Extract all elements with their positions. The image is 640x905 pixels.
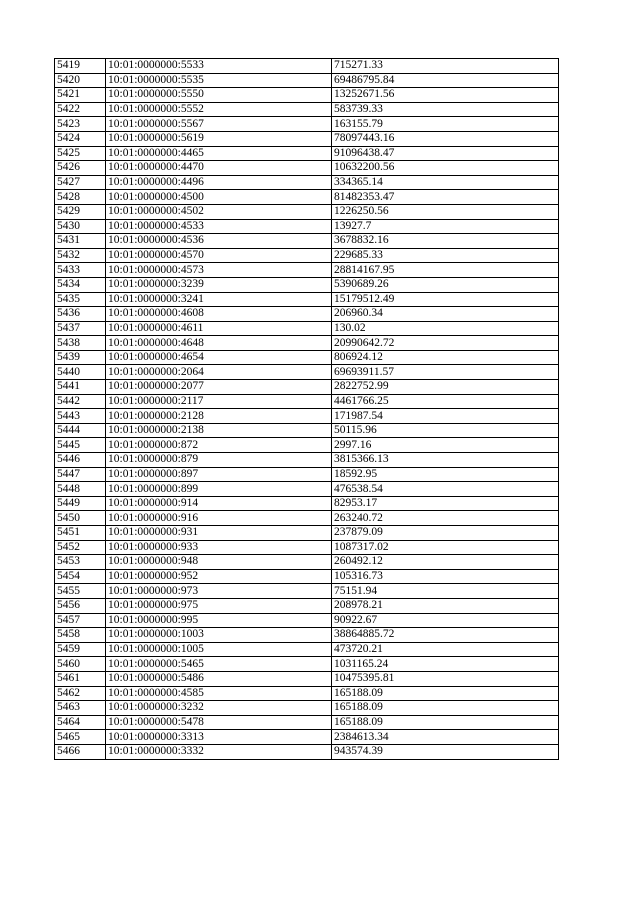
table-row xyxy=(55,234,559,249)
table-row xyxy=(55,598,559,613)
row-number-cell: 5438 xyxy=(55,336,106,351)
table-row xyxy=(55,204,559,219)
amount-cell: 583739.33 xyxy=(332,102,559,117)
row-number-cell: 5463 xyxy=(55,701,106,716)
amount-cell: 28814167.95 xyxy=(332,263,559,278)
row-number-cell: 5427 xyxy=(55,175,106,190)
row-number-cell: 5426 xyxy=(55,161,106,176)
cadastral-number-cell: 10:01:0000000:952 xyxy=(106,569,332,584)
amount-cell: 3678832.16 xyxy=(332,234,559,249)
table-row xyxy=(55,219,559,234)
table-row xyxy=(55,628,559,643)
row-number-cell: 5437 xyxy=(55,321,106,336)
cadastral-number-cell: 10:01:0000000:872 xyxy=(106,438,332,453)
row-number-cell: 5441 xyxy=(55,380,106,395)
amount-cell: 263240.72 xyxy=(332,511,559,526)
amount-cell: 105316.73 xyxy=(332,569,559,584)
amount-cell: 1087317.02 xyxy=(332,540,559,555)
amount-cell: 18592.95 xyxy=(332,467,559,482)
cadastral-number-cell: 10:01:0000000:2117 xyxy=(106,394,332,409)
row-number-cell: 5424 xyxy=(55,131,106,146)
amount-cell: 260492.12 xyxy=(332,555,559,570)
amount-cell: 130.02 xyxy=(332,321,559,336)
row-number-cell: 5422 xyxy=(55,102,106,117)
table-row xyxy=(55,102,559,117)
amount-cell: 15179512.49 xyxy=(332,292,559,307)
cadastral-number-cell: 10:01:0000000:1003 xyxy=(106,628,332,643)
cadastral-number-cell: 10:01:0000000:916 xyxy=(106,511,332,526)
table-row xyxy=(55,336,559,351)
cadastral-number-cell: 10:01:0000000:5567 xyxy=(106,117,332,132)
row-number-cell: 5430 xyxy=(55,219,106,234)
table-row xyxy=(55,730,559,745)
amount-cell: 13252671.56 xyxy=(332,88,559,103)
row-number-cell: 5434 xyxy=(55,277,106,292)
cadastral-number-cell: 10:01:0000000:4608 xyxy=(106,307,332,322)
cadastral-number-cell: 10:01:0000000:899 xyxy=(106,482,332,497)
amount-cell: 10475395.81 xyxy=(332,671,559,686)
cadastral-number-cell: 10:01:0000000:4611 xyxy=(106,321,332,336)
row-number-cell: 5444 xyxy=(55,423,106,438)
cadastral-number-cell: 10:01:0000000:931 xyxy=(106,526,332,541)
table-row xyxy=(55,555,559,570)
cadastral-number-cell: 10:01:0000000:4496 xyxy=(106,175,332,190)
amount-cell: 81482353.47 xyxy=(332,190,559,205)
amount-cell: 90922.67 xyxy=(332,613,559,628)
amount-cell: 171987.54 xyxy=(332,409,559,424)
table-row xyxy=(55,744,559,759)
row-number-cell: 5455 xyxy=(55,584,106,599)
table-row xyxy=(55,686,559,701)
cadastral-number-cell: 10:01:0000000:995 xyxy=(106,613,332,628)
table-row xyxy=(55,613,559,628)
cadastral-number-cell: 10:01:0000000:3232 xyxy=(106,701,332,716)
row-number-cell: 5433 xyxy=(55,263,106,278)
table-row xyxy=(55,365,559,380)
amount-cell: 943574.39 xyxy=(332,744,559,759)
cadastral-number-cell: 10:01:0000000:4536 xyxy=(106,234,332,249)
cadastral-number-cell: 10:01:0000000:4470 xyxy=(106,161,332,176)
table-row xyxy=(55,321,559,336)
table-row xyxy=(55,540,559,555)
amount-cell: 334365.14 xyxy=(332,175,559,190)
cadastral-number-cell: 10:01:0000000:4465 xyxy=(106,146,332,161)
data-table xyxy=(54,58,559,760)
cadastral-number-cell: 10:01:0000000:2077 xyxy=(106,380,332,395)
table-row xyxy=(55,511,559,526)
amount-cell: 3815366.13 xyxy=(332,453,559,468)
cadastral-number-cell: 10:01:0000000:3239 xyxy=(106,277,332,292)
row-number-cell: 5421 xyxy=(55,88,106,103)
cadastral-number-cell: 10:01:0000000:2128 xyxy=(106,409,332,424)
table-row xyxy=(55,131,559,146)
cadastral-number-cell: 10:01:0000000:5486 xyxy=(106,671,332,686)
cadastral-number-cell: 10:01:0000000:2064 xyxy=(106,365,332,380)
row-number-cell: 5453 xyxy=(55,555,106,570)
row-number-cell: 5419 xyxy=(55,59,106,74)
cadastral-number-cell: 10:01:0000000:4648 xyxy=(106,336,332,351)
amount-cell: 2822752.99 xyxy=(332,380,559,395)
amount-cell: 2997.16 xyxy=(332,438,559,453)
cadastral-number-cell: 10:01:0000000:4654 xyxy=(106,350,332,365)
row-number-cell: 5435 xyxy=(55,292,106,307)
row-number-cell: 5447 xyxy=(55,467,106,482)
amount-cell: 163155.79 xyxy=(332,117,559,132)
row-number-cell: 5445 xyxy=(55,438,106,453)
row-number-cell: 5429 xyxy=(55,204,106,219)
row-number-cell: 5442 xyxy=(55,394,106,409)
table-row xyxy=(55,380,559,395)
row-number-cell: 5459 xyxy=(55,642,106,657)
table-row xyxy=(55,526,559,541)
table-row xyxy=(55,701,559,716)
row-number-cell: 5458 xyxy=(55,628,106,643)
row-number-cell: 5432 xyxy=(55,248,106,263)
cadastral-number-cell: 10:01:0000000:5550 xyxy=(106,88,332,103)
table-row xyxy=(55,263,559,278)
table-row xyxy=(55,453,559,468)
cadastral-number-cell: 10:01:0000000:1005 xyxy=(106,642,332,657)
table-row xyxy=(55,671,559,686)
cadastral-number-cell: 10:01:0000000:4500 xyxy=(106,190,332,205)
row-number-cell: 5460 xyxy=(55,657,106,672)
row-number-cell: 5452 xyxy=(55,540,106,555)
table-row xyxy=(55,277,559,292)
table-row xyxy=(55,423,559,438)
row-number-cell: 5465 xyxy=(55,730,106,745)
row-number-cell: 5451 xyxy=(55,526,106,541)
amount-cell: 5390689.26 xyxy=(332,277,559,292)
cadastral-number-cell: 10:01:0000000:4570 xyxy=(106,248,332,263)
amount-cell: 165188.09 xyxy=(332,686,559,701)
cadastral-number-cell: 10:01:0000000:933 xyxy=(106,540,332,555)
amount-cell: 69486795.84 xyxy=(332,73,559,88)
row-number-cell: 5436 xyxy=(55,307,106,322)
cadastral-number-cell: 10:01:0000000:897 xyxy=(106,467,332,482)
cadastral-number-cell: 10:01:0000000:4502 xyxy=(106,204,332,219)
amount-cell: 78097443.16 xyxy=(332,131,559,146)
amount-cell: 82953.17 xyxy=(332,496,559,511)
table-row xyxy=(55,482,559,497)
table-row xyxy=(55,350,559,365)
amount-cell: 69693911.57 xyxy=(332,365,559,380)
amount-cell: 1031165.24 xyxy=(332,657,559,672)
cadastral-number-cell: 10:01:0000000:975 xyxy=(106,598,332,613)
table-row xyxy=(55,394,559,409)
table-row xyxy=(55,584,559,599)
table-row xyxy=(55,59,559,74)
cadastral-number-cell: 10:01:0000000:914 xyxy=(106,496,332,511)
table-row xyxy=(55,292,559,307)
amount-cell: 2384613.34 xyxy=(332,730,559,745)
row-number-cell: 5440 xyxy=(55,365,106,380)
row-number-cell: 5431 xyxy=(55,234,106,249)
cadastral-number-cell: 10:01:0000000:5552 xyxy=(106,102,332,117)
amount-cell: 165188.09 xyxy=(332,715,559,730)
amount-cell: 4461766.25 xyxy=(332,394,559,409)
cadastral-number-cell: 10:01:0000000:3332 xyxy=(106,744,332,759)
table-row xyxy=(55,715,559,730)
cadastral-number-cell: 10:01:0000000:5478 xyxy=(106,715,332,730)
row-number-cell: 5454 xyxy=(55,569,106,584)
cadastral-number-cell: 10:01:0000000:879 xyxy=(106,453,332,468)
table-row xyxy=(55,307,559,322)
cadastral-number-cell: 10:01:0000000:3313 xyxy=(106,730,332,745)
row-number-cell: 5423 xyxy=(55,117,106,132)
table-row xyxy=(55,190,559,205)
table-row xyxy=(55,161,559,176)
cadastral-number-cell: 10:01:0000000:4585 xyxy=(106,686,332,701)
cadastral-number-cell: 10:01:0000000:4573 xyxy=(106,263,332,278)
amount-cell: 237879.09 xyxy=(332,526,559,541)
amount-cell: 75151.94 xyxy=(332,584,559,599)
amount-cell: 165188.09 xyxy=(332,701,559,716)
amount-cell: 38864885.72 xyxy=(332,628,559,643)
row-number-cell: 5464 xyxy=(55,715,106,730)
table-row xyxy=(55,409,559,424)
amount-cell: 715271.33 xyxy=(332,59,559,74)
cadastral-number-cell: 10:01:0000000:3241 xyxy=(106,292,332,307)
row-number-cell: 5446 xyxy=(55,453,106,468)
table-body xyxy=(55,59,559,760)
table-row xyxy=(55,146,559,161)
table-row xyxy=(55,467,559,482)
table-row xyxy=(55,175,559,190)
cadastral-number-cell: 10:01:0000000:5533 xyxy=(106,59,332,74)
row-number-cell: 5425 xyxy=(55,146,106,161)
table-row xyxy=(55,642,559,657)
row-number-cell: 5439 xyxy=(55,350,106,365)
row-number-cell: 5448 xyxy=(55,482,106,497)
row-number-cell: 5449 xyxy=(55,496,106,511)
cadastral-number-cell: 10:01:0000000:5465 xyxy=(106,657,332,672)
table-row xyxy=(55,73,559,88)
amount-cell: 50115.96 xyxy=(332,423,559,438)
amount-cell: 229685.33 xyxy=(332,248,559,263)
amount-cell: 806924.12 xyxy=(332,350,559,365)
amount-cell: 208978.21 xyxy=(332,598,559,613)
cadastral-number-cell: 10:01:0000000:948 xyxy=(106,555,332,570)
row-number-cell: 5450 xyxy=(55,511,106,526)
amount-cell: 473720.21 xyxy=(332,642,559,657)
cadastral-number-cell: 10:01:0000000:4533 xyxy=(106,219,332,234)
row-number-cell: 5443 xyxy=(55,409,106,424)
table-row xyxy=(55,117,559,132)
amount-cell: 206960.34 xyxy=(332,307,559,322)
cadastral-number-cell: 10:01:0000000:5619 xyxy=(106,131,332,146)
table-row xyxy=(55,248,559,263)
row-number-cell: 5428 xyxy=(55,190,106,205)
amount-cell: 91096438.47 xyxy=(332,146,559,161)
cadastral-number-cell: 10:01:0000000:2138 xyxy=(106,423,332,438)
amount-cell: 13927.7 xyxy=(332,219,559,234)
table-row xyxy=(55,496,559,511)
row-number-cell: 5420 xyxy=(55,73,106,88)
table-row xyxy=(55,438,559,453)
table-row xyxy=(55,657,559,672)
table-row xyxy=(55,88,559,103)
row-number-cell: 5462 xyxy=(55,686,106,701)
row-number-cell: 5456 xyxy=(55,598,106,613)
table-row xyxy=(55,569,559,584)
row-number-cell: 5461 xyxy=(55,671,106,686)
cadastral-number-cell: 10:01:0000000:5535 xyxy=(106,73,332,88)
cadastral-number-cell: 10:01:0000000:973 xyxy=(106,584,332,599)
amount-cell: 20990642.72 xyxy=(332,336,559,351)
amount-cell: 476538.54 xyxy=(332,482,559,497)
amount-cell: 1226250.56 xyxy=(332,204,559,219)
row-number-cell: 5457 xyxy=(55,613,106,628)
row-number-cell: 5466 xyxy=(55,744,106,759)
amount-cell: 10632200.56 xyxy=(332,161,559,176)
